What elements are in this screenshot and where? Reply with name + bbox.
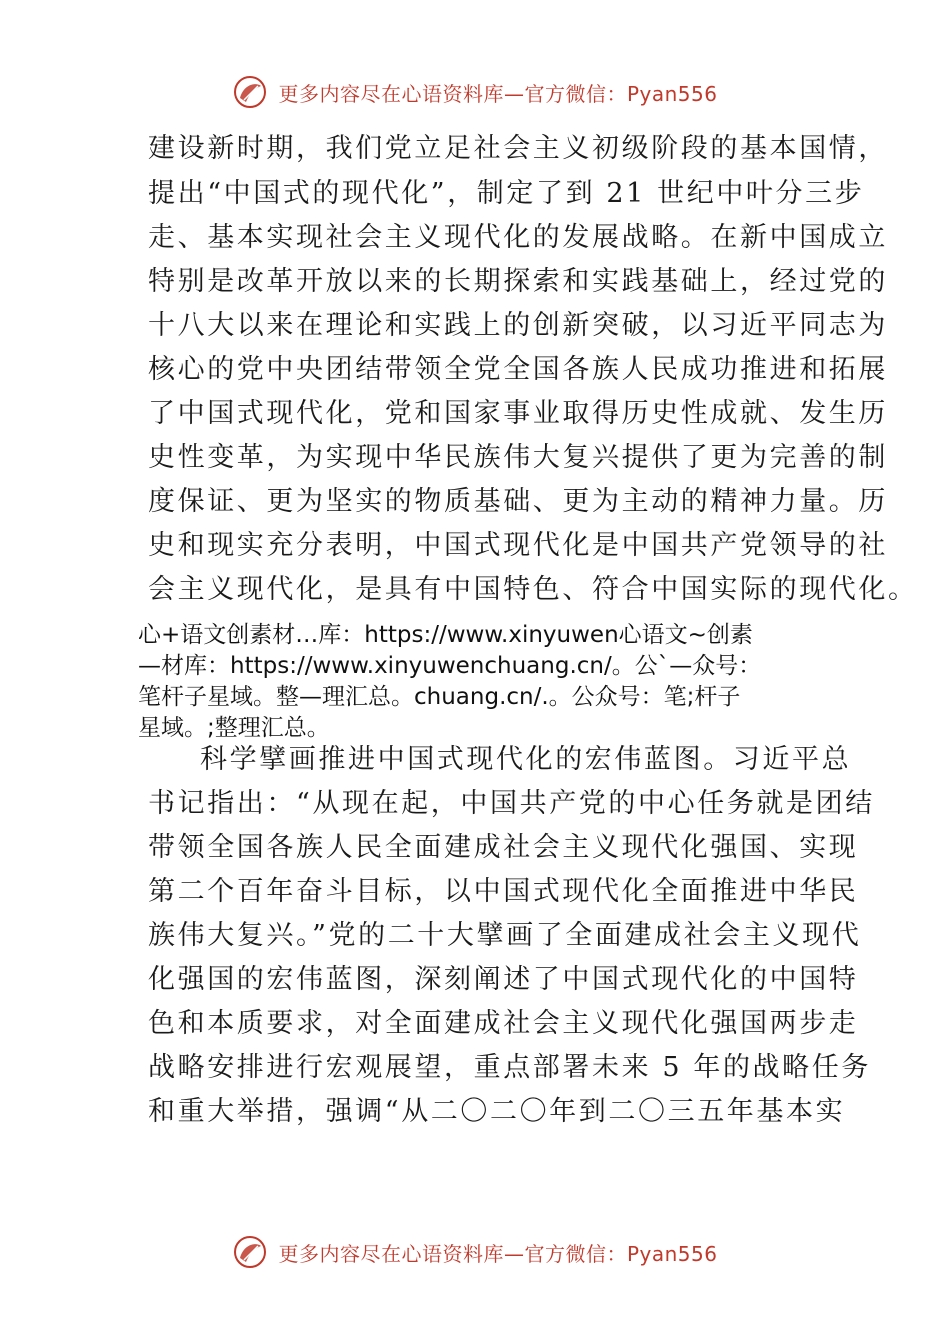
text-line: 科学擘画推进中国式现代化的宏伟蓝图。习近平总 (200, 744, 852, 775)
brand-logo-icon (232, 74, 268, 110)
text-line: 第二个百年奋斗目标，以中国式现代化全面推进中华民 (148, 876, 859, 907)
text-line: 史和现实充分表明，中国式现代化是中国共产党领导的社 (148, 530, 888, 561)
text-line: 战略安排进行宏观展望，重点部署未来 5 年的战略任务 (148, 1052, 871, 1083)
text-line: 色和本质要求，对全面建成社会主义现代化强国两步走 (148, 1008, 859, 1039)
text-line: 带领全国各族人民全面建成社会主义现代化强国、实现 (148, 832, 859, 863)
watermark-line: —材库：https://www.xinyuwenchuang.cn/。公`—众号： (138, 653, 762, 679)
text-line: 化强国的宏伟蓝图，深刻阐述了中国式现代化的中国特 (148, 964, 859, 995)
banner-text: 更多内容尽在心语资料库—官方微信：Pyan556 (278, 81, 718, 106)
text-line: 族伟大复兴。”党的二十大擘画了全面建成社会主义现代 (148, 920, 862, 951)
footer-banner (0, 1234, 950, 1270)
text-line: 书记指出：“从现在起，中国共产党的中心任务就是团结 (148, 788, 875, 819)
text-line: 会主义现代化，是具有中国特色、符合中国实际的现代化。 (148, 574, 918, 605)
watermark-line: 星域。;整理汇总。 (138, 715, 330, 741)
text-line: 史性变革，为实现中华民族伟大复兴提供了更为完善的制 (148, 442, 888, 473)
text-line: 提出“中国式的现代化”，制定了到 21 世纪中叶分三步 (148, 178, 865, 209)
watermark-line: 心+语文创素材…库：https://www.xinyuwen心语文~创素 (138, 622, 753, 648)
text-line: 和重大举措，强调“从二〇二〇年到二〇三五年基本实 (148, 1096, 846, 1127)
banner-text: 更多内容尽在心语资料库—官方微信：Pyan556 (278, 1241, 718, 1266)
brand-logo-icon (232, 1234, 268, 1270)
text-line: 了中国式现代化，党和国家事业取得历史性成就、发生历 (148, 398, 888, 429)
text-line: 建设新时期，我们党立足社会主义初级阶段的基本国情， (148, 133, 888, 164)
header-banner (0, 74, 950, 110)
text-line: 走、基本实现社会主义现代化的发展战略。在新中国成立 (148, 222, 888, 253)
text-line: 特别是改革开放以来的长期探索和实践基础上，经过党的 (148, 266, 888, 297)
watermark-line: 笔杆子星域。整—理汇总。chuang.cn/.。公众号：笔;杆子 (138, 684, 741, 710)
text-line: 核心的党中央团结带领全党全国各族人民成功推进和拓展 (148, 354, 888, 385)
text-line: 十八大以来在理论和实践上的创新突破，以习近平同志为 (148, 310, 888, 341)
text-line: 度保证、更为坚实的物质基础、更为主动的精神力量。历 (148, 486, 888, 517)
